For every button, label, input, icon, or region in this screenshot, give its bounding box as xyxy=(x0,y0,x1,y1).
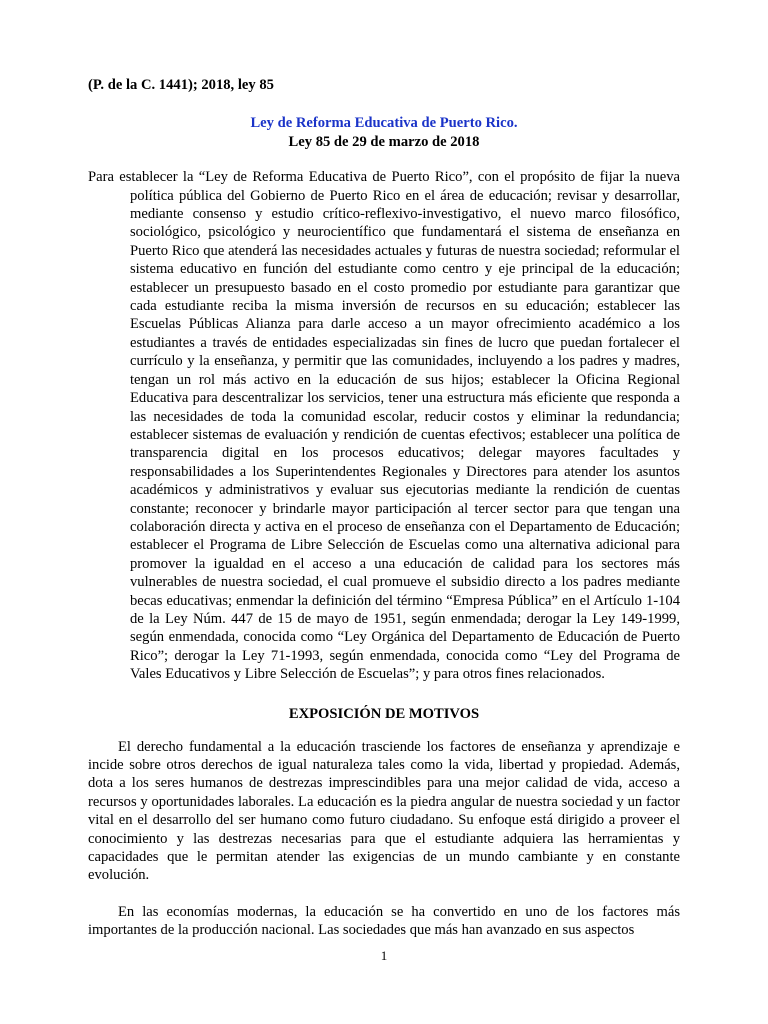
title-block xyxy=(88,114,680,151)
page-number: 1 xyxy=(380,948,388,963)
bill-reference: (P. de la C. 1441); 2018, ley 85 xyxy=(88,77,274,93)
law-date: Ley 85 de 29 de marzo de 2018 xyxy=(288,133,480,150)
document-page xyxy=(88,76,680,940)
section-heading: EXPOSICIÓN DE MOTIVOS xyxy=(288,705,480,722)
law-title: Ley de Reforma Educativa de Puerto Rico. xyxy=(250,115,518,132)
paragraph-2: En las economías modernas, la educación se ha convertido en uno de los factores más importantes de la producción nacional. Las sociedades que más han avanzado en sus aspectos xyxy=(88,903,680,939)
paragraph-1: El derecho fundamental a la educación trasciende los factores de enseñanza y aprendizaje e incide sobre otros derechos de igual naturaleza tales como la vida, libertad y propiedad. Además, dota a los seres humanos de destrezas imprescindibles para una mejor calidad de vida, acceso a recursos y oportunidades laborales. La educación es la piedra angular de nuestra sociedad y un factor vital en el desarrollo del ser humano como futuro ciudadano. Su enfoque está dirigido a proveer el conocimiento y las destrezas necesarias para que el estudiante adquiera las herramientas y capacidades que le permitan atender las exigencias de un mundo cambiante y en constante evolución. xyxy=(88,738,680,884)
law-summary: Para establecer la “Ley de Reforma Educativa de Puerto Rico”, con el propósito de fijar la nueva política pública del Gobierno de Puerto Rico en el área de educación; revisar y desarrollar, mediante consenso y estudio crítico-reflexivo-investigativo, el nuevo marco filosófico, sociológico, psicológico y neurocientífico que fundamentará el sistema de enseñanza en Puerto Rico que atenderá las necesidades actuales y futuras de nuestra sociedad; reformular el sistema educativo en función del estudiante como centro y eje principal de la educación; establecer un presupuesto basado en el costo promedio por estudiante para garantizar que cada estudiante reciba la misma inversión de recursos en su educación; establecer las Escuelas Públicas Alianza para darle acceso a un mayor ofrecimiento académico a los estudiantes a través de entidades especializadas sin fines de lucro que puedan fortalecer el currículo y la enseñanza, y permitir que las comunidades, incluyendo a los padres y madres, tengan un rol más activo en la educación de sus hijos; establecer la Oficina Regional Educativa para descentralizar los servicios, tener una estructura más eficiente que responda a las necesidades de toda la comunidad escolar, reducir costos y eliminar la redundancia; establecer sistemas de evaluación y rendición de cuentas efectivos; establecer una política de transparencia digital en los procesos educativos; delegar mayores facultades y responsabilidades a los Superintendentes Regionales y Directores para atender los asuntos académicos y administrativos y evaluar sus ejecutorias mediante la rendición de cuentas constante; reconocer y brindarle mayor participación al tercer sector para que tengan una colaboración directa y activa en el proceso de enseñanza con el Departamento de Educación; establecer el Programa de Libre Selección de Escuelas como una alternativa adicional para promover la igualdad en el acceso a una educación de calidad para los sectores más vulnerables de nuestra sociedad, el cual promueve el subsidio directo a los padres mediante becas educativas; enmendar la definición del término “Empresa Pública” en el Artículo 1-104 de la Ley Núm. 447 de 15 de mayo de 1951, según enmendada; derogar la Ley 149-1999, según enmendada, conocida como “Ley Orgánica del Departamento de Educación de Puerto Rico”; derogar la Ley 71-1993, según enmendada, conocida como “Ley del Programa de Vales Educativos y Libre Selección de Escuelas”; y para otros fines relacionados. xyxy=(88,169,680,683)
